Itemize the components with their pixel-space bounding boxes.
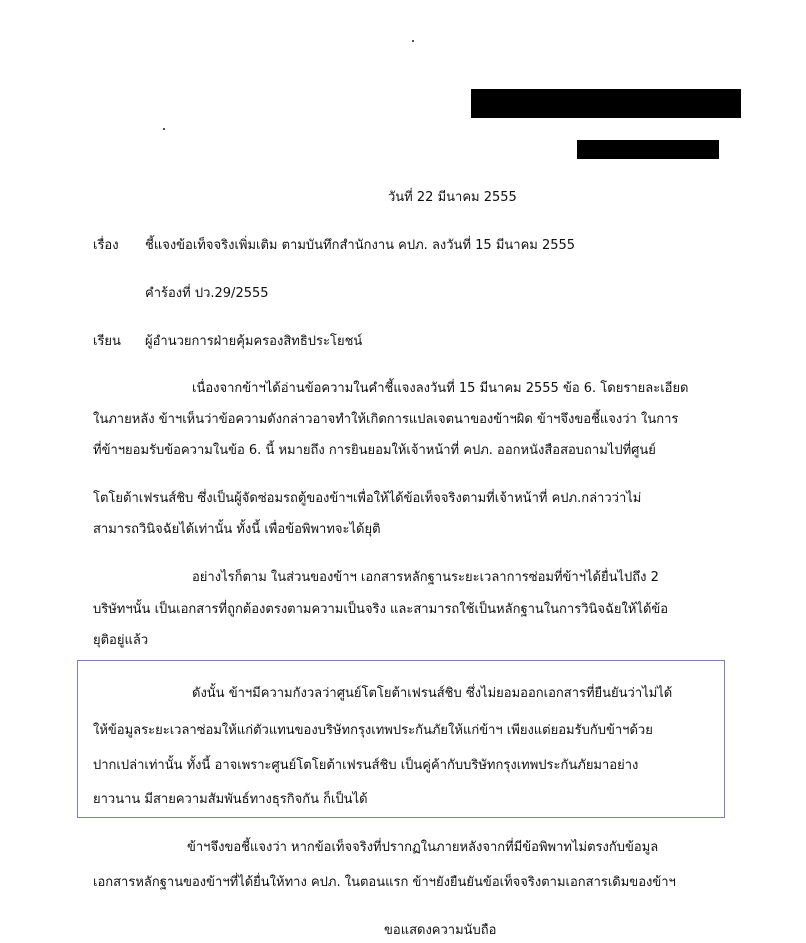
paragraph-line: บริษัทฯนั้น เป็นเอกสารที่ถูกต้องตรงตามความเป็นจริง และสามารถใช้เป็นหลักฐานในการวินิจฉัยให้ได้ข้อ <box>93 602 669 617</box>
redacted-sender-detail <box>577 140 719 159</box>
scan-speck <box>412 40 414 42</box>
subject-text: ชี้แจงข้อเท็จจริงเพิ่มเติม ตามบันทึกสำนักงาน คปภ. ลงวันที่ 15 มีนาคม 2555 <box>145 238 576 253</box>
paragraph-line: ยาวนาน มีสายความสัมพันธ์ทางธุรกิจกัน ก็เป็นได้ <box>93 792 368 807</box>
subject-label: เรื่อง <box>93 238 119 253</box>
paragraph-line: เอกสารหลักฐานของข้าฯที่ได้ยื่นให้ทาง คปภ. ในตอนแรก ข้าฯยังยืนยันข้อเท็จจริงตามเอกสารเดิมของข้าฯ <box>93 875 676 890</box>
closing-text: ขอแสดงความนับถือ <box>384 923 497 938</box>
paragraph-line: สามารถวินิจฉัยได้เท่านั้น ทั้งนี้ เพื่อข้อพิพาทจะได้ยุติ <box>93 522 381 537</box>
paragraph-line: ข้าฯจึงขอชี้แจงว่า หากข้อเท็จจริงที่ปรากฏในภายหลังจากที่มีข้อพิพาทไม่ตรงกับข้อมูล <box>187 840 659 855</box>
complaint-number: คำร้องที่ ปว.29/2555 <box>145 286 269 301</box>
paragraph-line: ให้ข้อมูลระยะเวลาซ่อมให้แก่ตัวแทนของบริษัทกรุงเทพประกันภัยให้แก่ข้าฯ เพียงแต่ยอมรับกับข้าฯด้วย <box>93 723 653 738</box>
paragraph-line: เนื่องจากข้าฯได้อ่านข้อความในคำชี้แจงลงวันที่ 15 มีนาคม 2555 ข้อ 6. โดยรายละเอียด <box>192 381 689 396</box>
scan-speck <box>163 128 165 130</box>
paragraph-line: อย่างไรก็ตาม ในส่วนของข้าฯ เอกสารหลักฐานระยะเวลาการซ่อมที่ข้าฯได้ยื่นไปถึง 2 <box>192 570 659 585</box>
paragraph-line: ที่ข้าฯยอมรับข้อความในข้อ 6. นี้ หมายถึง การยินยอมให้เจ้าหน้าที่ คปภ. ออกหนังสือสอบถามไปที่ศูนย์ <box>93 443 656 458</box>
redacted-sender-name <box>471 89 741 118</box>
paragraph-line: ยุติอยู่แล้ว <box>93 633 149 648</box>
paragraph-line: ปากเปล่าเท่านั้น ทั้งนี้ อาจเพราะศูนย์โตโยต้าเฟรนส์ชิบ เป็นคู่ค้ากับบริษัทกรุงเทพประกันภัยมาอย่าง <box>93 758 639 773</box>
letter-date: วันที่ 22 มีนาคม 2555 <box>388 190 517 205</box>
paragraph-line: ในภายหลัง ข้าฯเห็นว่าข้อความดังกล่าวอาจทำให้เกิดการแปลเจตนาของข้าฯผิด ข้าฯจึงขอชี้แจงว่า ในการ <box>93 412 679 427</box>
paragraph-line: ดังนั้น ข้าฯมีความกังวลว่าศูนย์โตโยต้าเฟรนส์ชิบ ซึ่งไม่ยอมออกเอกสารที่ยืนยันว่าไม่ได้ <box>192 686 673 701</box>
paragraph-line: โตโยต้าเฟรนส์ชิบ ซึ่งเป็นผู้จัดซ่อมรถตู้ของข้าฯเพื่อให้ได้ข้อเท็จจริงตามที่เจ้าหน้าที่ คปภ.กล่าวว่าไม่ <box>93 491 642 506</box>
recipient-label: เรียน <box>93 334 121 349</box>
recipient-text: ผู้อำนวยการฝ่ายคุ้มครองสิทธิประโยชน์ <box>145 334 363 349</box>
